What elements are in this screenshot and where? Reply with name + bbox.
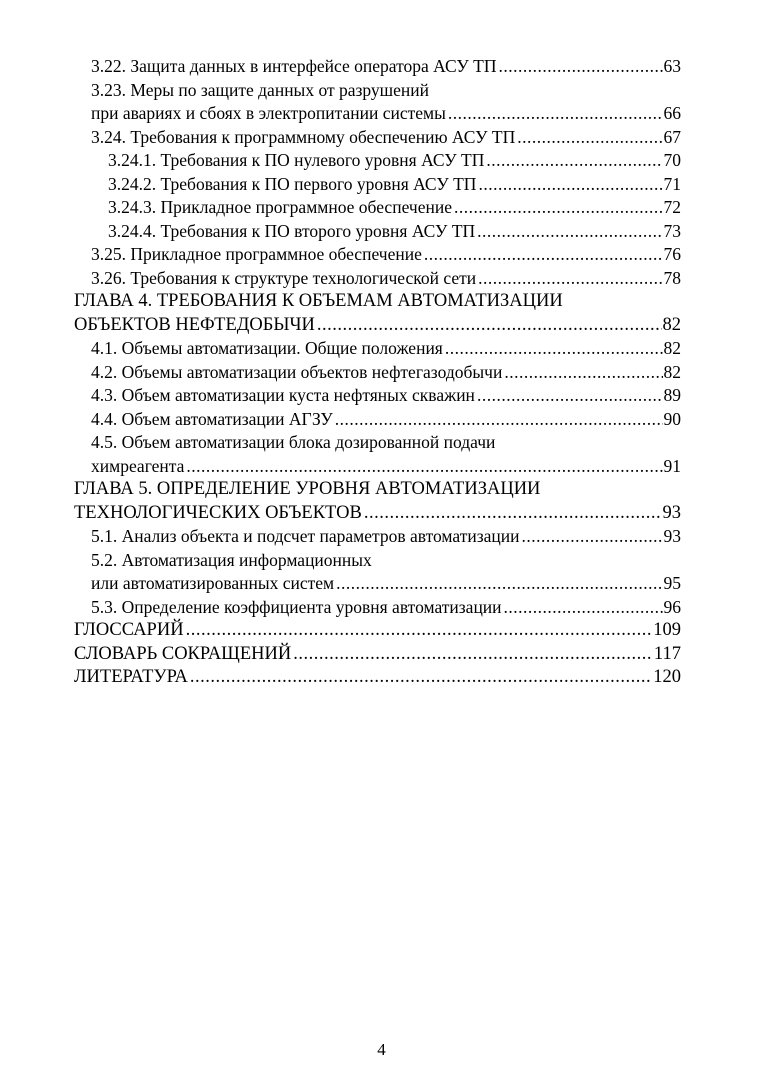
toc-entry-title: 3.24.1. Требования к ПО нулевого уровня АСУ ТП [108, 150, 485, 170]
dot-leader [448, 102, 663, 126]
toc-section-entry [74, 408, 681, 432]
toc-entry-title: 5.1. Анализ объекта и подсчет параметров автоматизации [91, 526, 520, 546]
toc-section-entry [74, 267, 681, 291]
dot-leader [186, 455, 662, 479]
toc-entry-page: 117 [653, 643, 681, 664]
toc-entry-page: 76 [663, 244, 681, 264]
toc-entry-title: 3.23. Меры по защите данных от разрушений [91, 79, 430, 100]
toc-entry-title: 4.2. Объемы автоматизации объектов нефтегазодобычи [91, 361, 503, 382]
toc-section-entry [74, 79, 681, 103]
toc-entry-page: 91 [663, 455, 681, 476]
toc-section-entry [74, 525, 681, 549]
table-of-contents [74, 55, 681, 690]
dot-leader [317, 314, 662, 338]
toc-entry-page: 82 [663, 338, 681, 358]
toc-entry-page: 70 [663, 150, 681, 170]
toc-section-entry [74, 431, 681, 455]
toc-entry-page: 96 [663, 596, 681, 617]
toc-entry-page: 82 [662, 314, 681, 335]
toc-entry-page: 73 [663, 220, 681, 241]
toc-section-entry [74, 596, 681, 620]
toc-entry-title: ТЕХНОЛОГИЧЕСКИХ ОБЪЕКТОВ [74, 502, 362, 523]
toc-entry-title: 3.26. Требования к структуре технологической сети [91, 267, 477, 288]
dot-leader [424, 243, 663, 267]
toc-entry-title: 4.3. Объем автоматизации куста нефтяных скважин [91, 385, 475, 405]
toc-section-entry [74, 384, 681, 408]
toc-entry-page: 95 [663, 573, 681, 593]
toc-section-entry [74, 102, 681, 126]
toc-entry-title: при авариях и сбоях в электропитании системы [91, 103, 446, 123]
toc-chapter-entry [74, 478, 681, 502]
toc-entry-title: ЛИТЕРАТУРА [74, 667, 188, 687]
dot-leader [517, 126, 662, 150]
dot-leader [445, 337, 663, 361]
toc-entry-title: 3.24.4. Требования к ПО второго уровня АСУ ТП [108, 220, 476, 241]
toc-section-entry [74, 243, 681, 267]
toc-chapter-entry [74, 502, 681, 526]
toc-section-entry [74, 455, 681, 479]
dot-leader [336, 572, 662, 596]
toc-entry-page: 93 [662, 502, 681, 523]
toc-entry-title: 5.3. Определение коэффициента уровня автоматизации [91, 596, 502, 617]
toc-entry-title: химреагента [91, 455, 185, 476]
toc-entry-page: 93 [663, 526, 681, 546]
toc-entry-title: 3.24.3. Прикладное программное обеспечение [108, 197, 452, 217]
dot-leader [477, 220, 662, 244]
toc-chapter-entry [74, 314, 681, 338]
toc-entry-title: 3.24.2. Требования к ПО первого уровня АСУ ТП [108, 173, 477, 194]
toc-chapter-entry [74, 290, 681, 314]
toc-entry-page: 71 [663, 173, 681, 194]
toc-entry-title: СЛОВАРЬ СОКРАЩЕНИЙ [74, 643, 292, 664]
toc-entry-title: или автоматизированных систем [91, 573, 335, 593]
toc-entry-title: ОБЪЕКТОВ НЕФТЕДОБЫЧИ [74, 314, 315, 335]
dot-leader [504, 596, 663, 620]
dot-leader [486, 149, 662, 173]
dot-leader [477, 384, 663, 408]
toc-entry-title: 4.1. Объемы автоматизации. Общие положения [91, 338, 443, 358]
dot-leader [478, 267, 662, 291]
dot-leader [498, 55, 662, 79]
toc-section-entry [74, 361, 681, 385]
toc-section-entry [74, 126, 681, 150]
toc-entry-title: 4.4. Объем автоматизации АГЗУ [91, 408, 333, 429]
toc-entry-page: 67 [663, 126, 681, 147]
dot-leader [190, 666, 652, 690]
toc-section-entry [74, 55, 681, 79]
toc-chapter-entry [74, 643, 681, 667]
toc-entry-title: 3.22. Защита данных в интерфейсе оператора АСУ ТП [91, 56, 497, 76]
toc-entry-page: 66 [663, 103, 681, 123]
page-number: 4 [377, 1040, 386, 1059]
toc-entry-title: 3.24. Требования к программному обеспечению АСУ ТП [91, 126, 516, 147]
toc-entry-title: ГЛАВА 4. ТРЕБОВАНИЯ К ОБЪЕМАМ АВТОМАТИЗАЦИИ [74, 291, 563, 311]
toc-entry-title: ГЛОССАРИЙ [74, 620, 184, 640]
toc-subsection-entry [74, 196, 681, 220]
toc-entry-title: ГЛАВА 5. ОПРЕДЕЛЕНИЕ УРОВНЯ АВТОМАТИЗАЦИИ [74, 479, 541, 499]
dot-leader [478, 173, 662, 197]
toc-subsection-entry [74, 173, 681, 197]
toc-section-entry [74, 549, 681, 573]
toc-entry-page: 90 [663, 408, 681, 429]
dot-leader [293, 643, 653, 667]
toc-entry-title: 5.2. Автоматизация информационных [91, 549, 372, 570]
toc-subsection-entry [74, 149, 681, 173]
toc-chapter-entry [74, 619, 681, 643]
toc-subsection-entry [74, 220, 681, 244]
toc-chapter-entry [74, 666, 681, 690]
toc-entry-page: 72 [663, 197, 681, 217]
toc-entry-page: 82 [663, 361, 681, 382]
dot-leader [504, 361, 662, 385]
toc-entry-page: 120 [653, 667, 681, 687]
toc-entry-title: 4.5. Объем автоматизации блока дозированной подачи [91, 432, 496, 452]
toc-section-entry [74, 337, 681, 361]
toc-entry-page: 78 [663, 267, 681, 288]
dot-leader [364, 502, 662, 526]
toc-section-entry [74, 572, 681, 596]
dot-leader [186, 619, 653, 643]
dot-leader [454, 196, 663, 220]
toc-entry-page: 89 [663, 385, 681, 405]
toc-entry-page: 109 [653, 620, 681, 640]
dot-leader [335, 408, 663, 432]
dot-leader [522, 525, 663, 549]
toc-entry-page: 63 [663, 56, 681, 76]
toc-entry-title: 3.25. Прикладное программное обеспечение [91, 244, 422, 264]
